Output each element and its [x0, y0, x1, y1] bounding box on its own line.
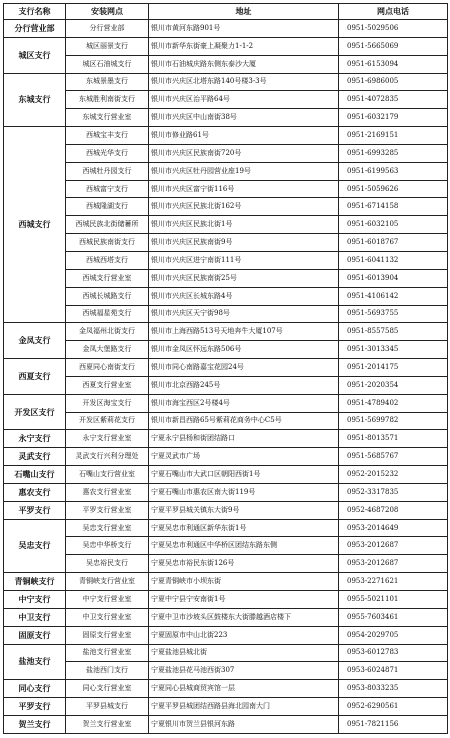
phone-cell: 0951-5693755 — [339, 305, 448, 323]
outlet-name-cell: 吴忠支行营业室 — [66, 519, 149, 537]
outlet-name-cell: 西夏同心南街支行 — [66, 359, 149, 377]
address-cell: 银川市兴庆区富宁街116号 — [149, 180, 339, 198]
phone-cell: 0951-6013904 — [339, 269, 448, 287]
outlet-name-cell: 中卫支行营业室 — [66, 608, 149, 626]
address-cell: 宁夏石嘴山市惠农区南大街119号 — [149, 483, 339, 501]
table-row — [4, 698, 448, 716]
branch-name-cell: 石嘴山支行 — [4, 466, 66, 484]
table-row — [4, 359, 448, 377]
table-row — [4, 20, 448, 38]
outlet-name-cell: 贺兰支行营业室 — [66, 715, 149, 733]
outlet-name-cell: 西城福星苑支行 — [66, 305, 149, 323]
table-row — [4, 519, 448, 537]
table-row — [4, 680, 448, 698]
table-row — [4, 662, 448, 680]
table-row — [4, 341, 448, 359]
branch-name-cell: 分行营业部 — [4, 20, 66, 38]
phone-cell: 0951-6199563 — [339, 162, 448, 180]
phone-cell: 0953-2014649 — [339, 519, 448, 537]
phone-cell: 0952-2015232 — [339, 466, 448, 484]
outlet-name-cell: 开发区紫莉花支行 — [66, 412, 149, 430]
phone-cell: 0951-6153094 — [339, 55, 448, 73]
outlet-name-cell: 西城光华支行 — [66, 144, 149, 162]
outlet-name-cell: 中宁支行营业室 — [66, 591, 149, 609]
address-cell: 宁夏平罗县城团结西路县海北园南大门 — [149, 698, 339, 716]
table-row — [4, 198, 448, 216]
address-cell: 银川市兴庆区北塔东路140号楼3-3号 — [149, 73, 339, 91]
outlet-name-cell: 东城支行营业室 — [66, 109, 149, 127]
address-cell: 宁夏固原市中山北街223 — [149, 626, 339, 644]
table-row — [4, 501, 448, 519]
phone-cell: 0955-5021101 — [339, 591, 448, 609]
table-row — [4, 573, 448, 591]
branch-name-cell: 吴忠支行 — [4, 519, 66, 573]
branch-table — [3, 3, 448, 734]
address-cell: 银川市兴庆区民族南街25号 — [149, 269, 339, 287]
outlet-name-cell: 西城民族北街储蓄所 — [66, 216, 149, 234]
outlet-name-cell: 永宁支行营业室 — [66, 430, 149, 448]
address-cell: 宁夏银川市贺兰县银河东路 — [149, 715, 339, 733]
phone-cell: 0951-5029506 — [339, 20, 448, 38]
outlet-name-cell: 城区丽景支行 — [66, 37, 149, 55]
phone-cell: 0951-6986005 — [339, 73, 448, 91]
outlet-name-cell: 西城牡丹园支行 — [66, 162, 149, 180]
address-cell: 宁夏吴忠市裕民东街126号 — [149, 555, 339, 573]
branch-name-cell: 贺兰支行 — [4, 715, 66, 733]
phone-cell: 0951-5699782 — [339, 412, 448, 430]
address-cell: 银川市兴庆区长城东路4号 — [149, 287, 339, 305]
outlet-name-cell: 平罗县城支行 — [66, 698, 149, 716]
table-body — [4, 20, 448, 734]
table-row — [4, 608, 448, 626]
table-row — [4, 109, 448, 127]
outlet-name-cell: 西城西塔支行 — [66, 251, 149, 269]
address-cell: 宁夏灵武市广场 — [149, 448, 339, 466]
address-cell: 银川市兴庆区天宁街98号 — [149, 305, 339, 323]
outlet-name-cell: 吴忠裕民支行 — [66, 555, 149, 573]
phone-cell: 0955-7603461 — [339, 608, 448, 626]
outlet-name-cell: 灵武支行兴利分理处 — [66, 448, 149, 466]
table-row — [4, 216, 448, 234]
phone-cell: 0952-4687208 — [339, 501, 448, 519]
phone-cell: 0951-2020354 — [339, 376, 448, 394]
outlet-name-cell: 固原支行营业室 — [66, 626, 149, 644]
address-cell: 银川市兴庆区民族北街1号 — [149, 216, 339, 234]
branch-name-cell: 金凤支行 — [4, 323, 66, 359]
phone-cell: 0951-6993285 — [339, 144, 448, 162]
address-cell: 宁夏盐池县城北街 — [149, 644, 339, 662]
phone-cell: 0953-6012783 — [339, 644, 448, 662]
outlet-name-cell: 西城富宁支行 — [66, 180, 149, 198]
address-cell: 银川市石油城庆路东侧东泰沙大厦 — [149, 55, 339, 73]
table-row — [4, 412, 448, 430]
address-cell: 银川市上海西路513号天地奔牛大厦107号 — [149, 323, 339, 341]
address-cell: 宁夏平罗县城关镇东大街9号 — [149, 501, 339, 519]
table-row — [4, 73, 448, 91]
outlet-name-cell: 西城民族南街支行 — [66, 234, 149, 252]
outlet-name-cell: 城区石油城支行 — [66, 55, 149, 73]
phone-cell: 0954-2029705 — [339, 626, 448, 644]
outlet-name-cell: 西城隆湖支行 — [66, 198, 149, 216]
table-row — [4, 644, 448, 662]
branch-name-cell: 开发区支行 — [4, 394, 66, 430]
address-cell: 宁夏盐池县花马池西街307 — [149, 662, 339, 680]
branch-name-cell: 青铜峡支行 — [4, 573, 66, 591]
table-row — [4, 537, 448, 555]
address-cell: 银川市兴庆区民族南街9号 — [149, 234, 339, 252]
branch-name-cell: 盐池支行 — [4, 644, 66, 680]
address-cell: 银川市同心南路嘉宝花园24号 — [149, 359, 339, 377]
address-cell: 银川市兴庆区牡丹园营业座19号 — [149, 162, 339, 180]
phone-cell: 0951-6032179 — [339, 109, 448, 127]
address-cell: 银川市北京西路245号 — [149, 376, 339, 394]
branch-name-cell: 惠农支行 — [4, 483, 66, 501]
address-cell: 宁夏石嘴山市大武口区朝阳西街1号 — [149, 466, 339, 484]
address-cell: 银川市兴庆区治平路64号 — [149, 91, 339, 109]
address-cell: 银川市兴庆区中山南街38号 — [149, 109, 339, 127]
phone-cell: 0951-3013345 — [339, 341, 448, 359]
phone-cell: 0951-7821156 — [339, 715, 448, 733]
outlet-name-cell: 青铜峡支行营业室 — [66, 573, 149, 591]
phone-cell: 0951-8013571 — [339, 430, 448, 448]
outlet-name-cell: 盐池西门支行 — [66, 662, 149, 680]
phone-cell: 0951-6714158 — [339, 198, 448, 216]
header-row — [4, 4, 448, 20]
address-cell: 宁夏同心县城商贸宾馆一层 — [149, 680, 339, 698]
phone-cell: 0951-6032105 — [339, 216, 448, 234]
outlet-name-cell: 惠农支行营业室 — [66, 483, 149, 501]
address-cell: 宁夏青铜峡市小坝东街 — [149, 573, 339, 591]
header-branch: 支行名称 — [4, 4, 66, 20]
address-cell: 银川市兴庆区民族南街720号 — [149, 144, 339, 162]
table-row — [4, 591, 448, 609]
phone-cell: 0952-6290561 — [339, 698, 448, 716]
address-cell: 银川市兴庆区民族北街162号 — [149, 198, 339, 216]
phone-cell: 0953-8033235 — [339, 680, 448, 698]
outlet-name-cell: 金凤大堡路支行 — [66, 341, 149, 359]
phone-cell: 0953-2271621 — [339, 573, 448, 591]
outlet-name-cell: 吴忠中华桥支行 — [66, 537, 149, 555]
table-row — [4, 466, 448, 484]
table-row — [4, 287, 448, 305]
phone-cell: 0951-5685767 — [339, 448, 448, 466]
outlet-name-cell: 分行营业部 — [66, 20, 149, 38]
branch-name-cell: 同心支行 — [4, 680, 66, 698]
phone-cell: 0951-2169151 — [339, 127, 448, 145]
address-cell: 宁夏中宁县宁安南街1号 — [149, 591, 339, 609]
outlet-name-cell: 盐池支行营业室 — [66, 644, 149, 662]
outlet-name-cell: 西城支行营业室 — [66, 269, 149, 287]
outlet-name-cell: 西城宝丰支行 — [66, 127, 149, 145]
address-cell: 银川市兴庆区进宁南街111号 — [149, 251, 339, 269]
branch-name-cell: 中宁支行 — [4, 591, 66, 609]
outlet-name-cell: 东城景墨支行 — [66, 73, 149, 91]
table-row — [4, 251, 448, 269]
phone-cell: 0951-5665069 — [339, 37, 448, 55]
address-cell: 宁夏吴忠市利通区中华桥区团结东路东侧 — [149, 537, 339, 555]
phone-cell: 0953-2012687 — [339, 537, 448, 555]
address-cell: 宁夏永宁县杨和街团结路口 — [149, 430, 339, 448]
outlet-name-cell: 西城长城路支行 — [66, 287, 149, 305]
table-row — [4, 91, 448, 109]
address-cell: 宁夏中卫市沙坡头区鼓楼东大街滕越酒店楼下 — [149, 608, 339, 626]
branch-name-cell: 永宁支行 — [4, 430, 66, 448]
outlet-name-cell: 东城胜利南街支行 — [66, 91, 149, 109]
phone-cell: 0953-6024871 — [339, 662, 448, 680]
table-row — [4, 180, 448, 198]
branch-name-cell: 西城支行 — [4, 127, 66, 323]
phone-cell: 0951-6041132 — [339, 251, 448, 269]
table-row — [4, 234, 448, 252]
table-row — [4, 555, 448, 573]
address-cell: 银川市新华东街豪上凝聚力1-1-2 — [149, 37, 339, 55]
address-cell: 银川市新昌西路65号紫莉花商务中心C5号 — [149, 412, 339, 430]
phone-cell: 0952-3317835 — [339, 483, 448, 501]
phone-cell: 0951-4789402 — [339, 394, 448, 412]
outlet-name-cell: 同心支行营业室 — [66, 680, 149, 698]
branch-name-cell: 西夏支行 — [4, 359, 66, 395]
header-outlet: 安装网点 — [66, 4, 149, 20]
outlet-name-cell: 金凤福州北街支行 — [66, 323, 149, 341]
header-phone: 网点电话 — [339, 4, 448, 20]
phone-cell: 0951-4072835 — [339, 91, 448, 109]
phone-cell: 0953-2012687 — [339, 555, 448, 573]
phone-cell: 0951-6018767 — [339, 234, 448, 252]
table-row — [4, 37, 448, 55]
table-row — [4, 483, 448, 501]
outlet-name-cell: 石嘴山支行营业室 — [66, 466, 149, 484]
phone-cell: 0951-4106142 — [339, 287, 448, 305]
table-row — [4, 162, 448, 180]
table-row — [4, 269, 448, 287]
phone-cell: 0951-8557585 — [339, 323, 448, 341]
outlet-name-cell: 开发区海宝支行 — [66, 394, 149, 412]
branch-name-cell: 固原支行 — [4, 626, 66, 644]
table-row — [4, 626, 448, 644]
table-row — [4, 127, 448, 145]
branch-name-cell: 平罗支行 — [4, 501, 66, 519]
branch-name-cell: 中卫支行 — [4, 608, 66, 626]
table-row — [4, 715, 448, 733]
branch-name-cell: 灵武支行 — [4, 448, 66, 466]
address-cell: 宁夏吴忠市利通区新华东街1号 — [149, 519, 339, 537]
table-row — [4, 448, 448, 466]
table-row — [4, 144, 448, 162]
address-cell: 银川市海宝西区2号楼4号 — [149, 394, 339, 412]
phone-cell: 0951-5059626 — [339, 180, 448, 198]
outlet-name-cell: 平罗支行营业室 — [66, 501, 149, 519]
outlet-name-cell: 西夏支行营业室 — [66, 376, 149, 394]
header-address: 地址 — [149, 4, 339, 20]
table-row — [4, 305, 448, 323]
branch-name-cell: 城区支行 — [4, 37, 66, 73]
table-row — [4, 376, 448, 394]
address-cell: 银川市修业路61号 — [149, 127, 339, 145]
branch-name-cell: 平罗支行 — [4, 698, 66, 716]
table-row — [4, 55, 448, 73]
phone-cell: 0951-2014175 — [339, 359, 448, 377]
table-row — [4, 323, 448, 341]
address-cell: 银川市金凤区怀远东路506号 — [149, 341, 339, 359]
branch-name-cell: 东城支行 — [4, 73, 66, 127]
address-cell: 银川市黄河东路901号 — [149, 20, 339, 38]
table-row — [4, 394, 448, 412]
table-row — [4, 430, 448, 448]
